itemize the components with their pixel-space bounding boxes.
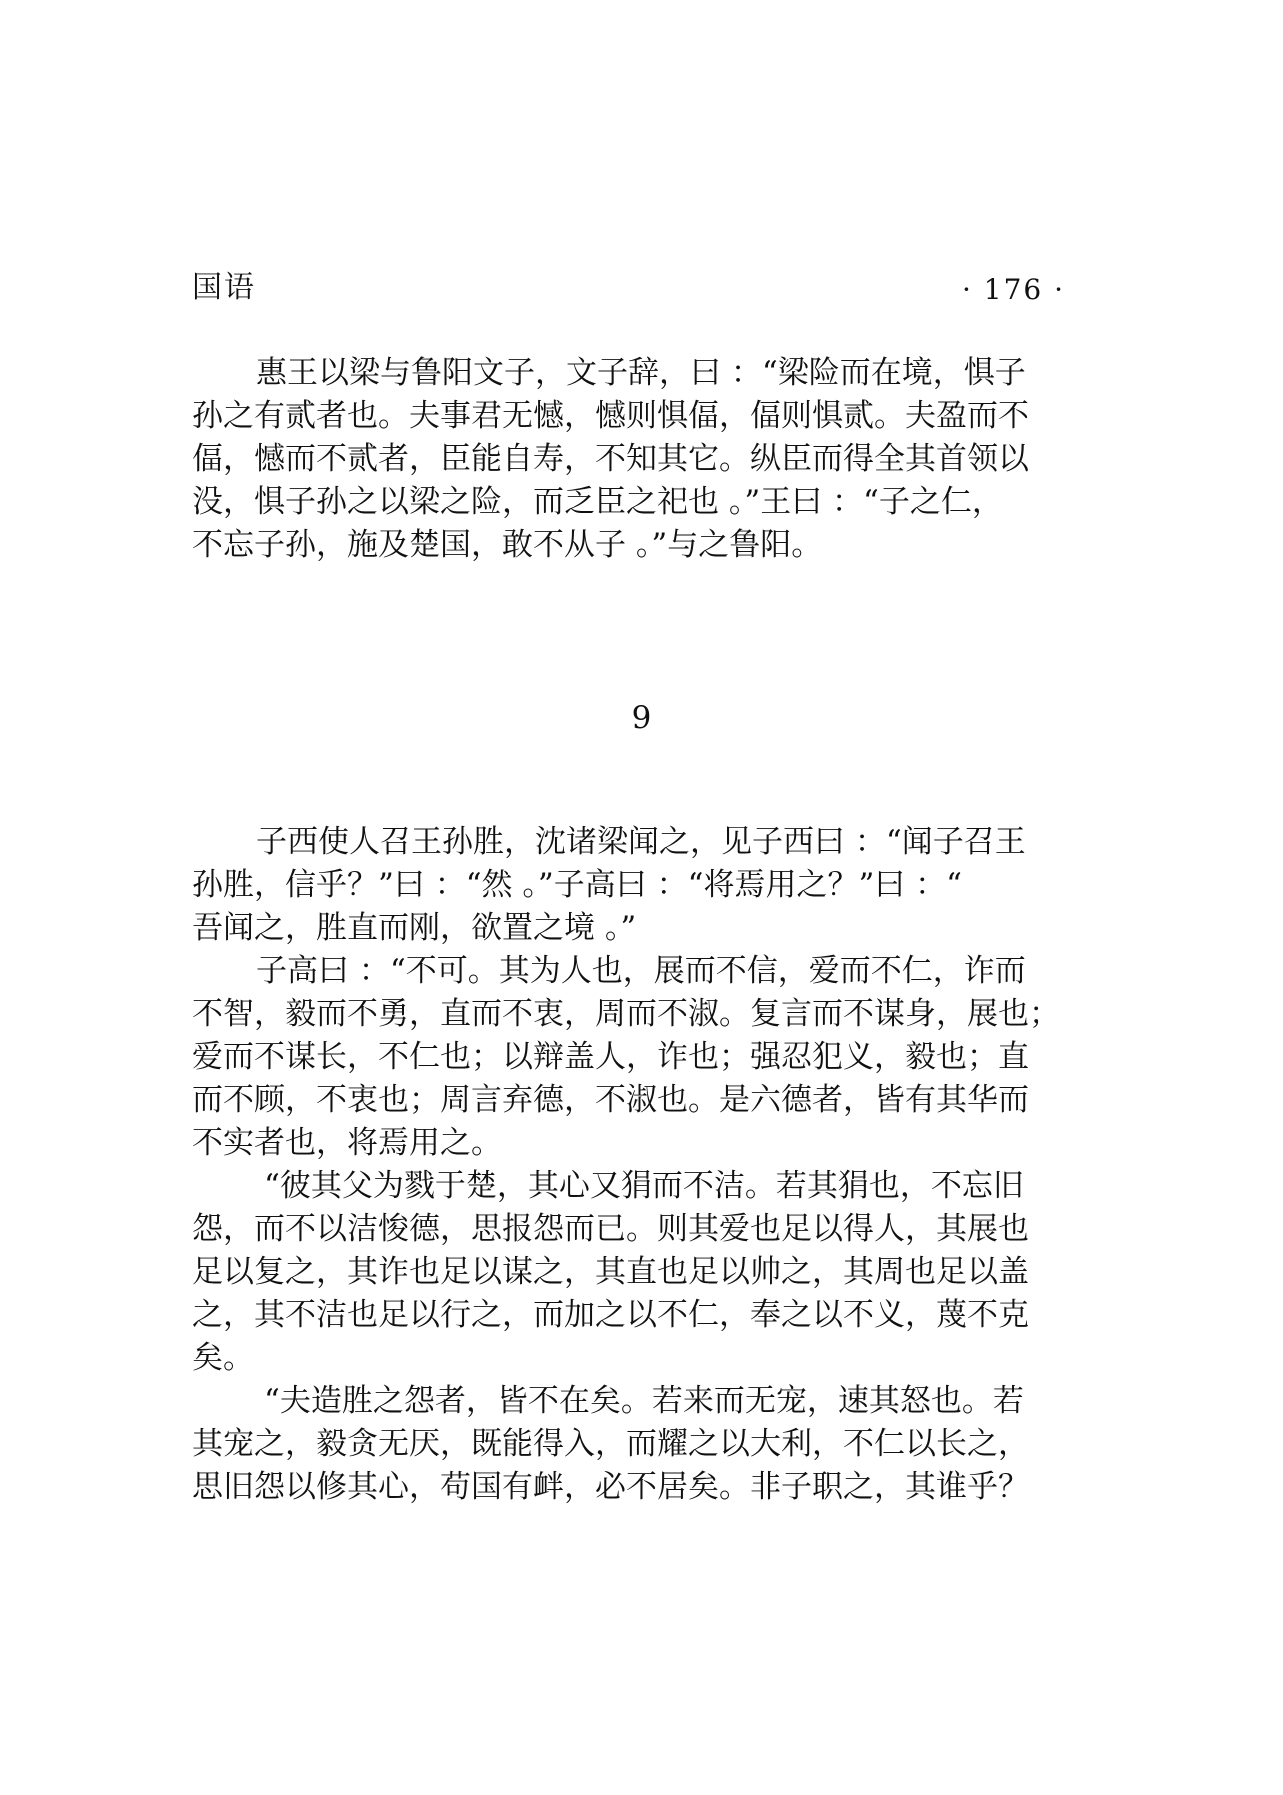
section-number: 9 [631,700,652,736]
text-line: 孙之有贰者也。夫事君无憾，憾则惧偪，偪则惧贰。夫盈而不 [192,398,1029,434]
paragraph-block-1 [192,352,1092,567]
paragraph-block-2 [192,821,1092,1509]
text-line: 之，其不洁也足以行之，而加之以不仁，奉之以不义，蔑不克 [192,1297,1029,1333]
page-number: · 176 · [961,273,1065,306]
text-line: 惠王以梁与鲁阳文子，文子辞，曰 ：“梁险而在境，惧子 [256,355,1026,391]
text-line: 吾闻之，胜直而刚，欲置之境 。” [192,910,637,946]
text-line: 不智，毅而不勇，直而不衷，周而不淑。复言而不谋身，展也； [192,996,1060,1032]
text-line: 思旧怨以修其心，苟国有衅，必不居矣。非子职之，其谁乎？ [192,1469,1029,1505]
text-line: 子高曰 ：“不可。其为人也，展而不信，爱而不仁，诈而 [256,953,1026,989]
text-line: “彼其父为戮于楚，其心又狷而不洁。若其狷也，不忘旧 [264,1168,1024,1204]
text-line: “夫造胜之怨者，皆不在矣。若来而无宠，速其怒也。若 [264,1383,1024,1419]
text-line: 爱而不谋长，不仁也；以辩盖人，诈也；强忍犯义，毅也；直 [192,1039,1029,1075]
text-line: 不实者也，将焉用之。 [192,1125,502,1161]
text-line: 足以复之，其诈也足以谋之，其直也足以帅之，其周也足以盖 [192,1254,1029,1290]
text-line: 其宠之，毅贪无厌，既能得入，而耀之以大利，不仁以长之， [192,1426,1029,1462]
text-line: 而不顾，不衷也；周言弃德，不淑也。是六德者，皆有其华而 [192,1082,1029,1118]
text-line: 偪，憾而不贰者，臣能自寿，不知其它。纵臣而得全其首领以 [192,441,1029,477]
text-line: 子西使人召王孙胜，沈诸梁闻之，见子西曰 ：“闻子召王 [256,824,1026,860]
text-line: 孙胜，信乎？”曰 ：“然 。”子高曰 ：“将焉用之？”曰 ：“ [192,867,963,903]
text-line: 不忘子孙，施及楚国，敢不从子 。”与之鲁阳。 [192,527,823,563]
book-title: 国语 [192,270,256,305]
text-line: 没，惧子孙之以梁之险，而乏臣之祀也 。”王曰 ：“子之仁， [192,484,1003,520]
text-line: 怨，而不以洁悛德，思报怨而已。则其爱也足以得人，其展也 [192,1211,1029,1247]
text-line: 矣。 [192,1340,254,1376]
